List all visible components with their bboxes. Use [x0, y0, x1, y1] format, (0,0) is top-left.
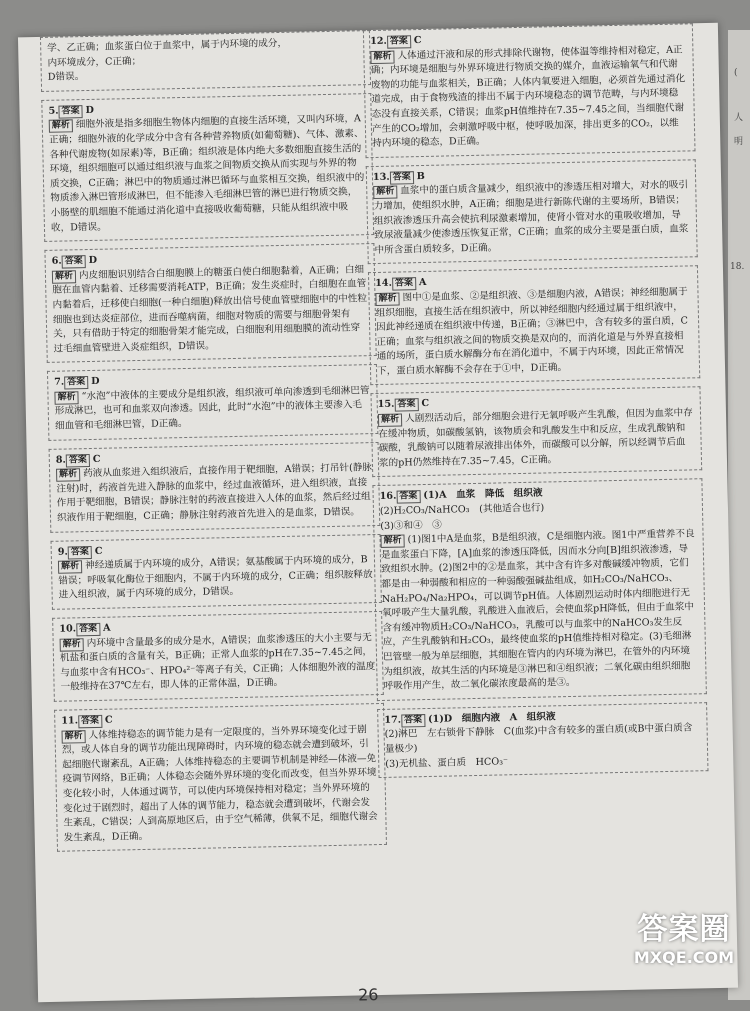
edge-char: 18. — [730, 262, 745, 272]
analysis-label: 解析 — [370, 50, 394, 64]
answer-label: 答案 — [401, 714, 425, 728]
answer-value: A — [102, 622, 111, 634]
answer-block — [377, 702, 708, 778]
analysis-text: (1)图1中A是血浆，B是组织液，C是细胞内液。图1中严重营养不良是血浆蛋白下降，[A]血浆的渗透压降低，因而水分向[B]组织液渗透，导致组织水肿。(2)图2中的②是血浆，其中含有许多对酸碱缓冲物质，它们都是由一种弱酸和相应的一种弱酸强碱盐组成，如H₂CO₃/NaHCO₃、NaH₂PO₄/Na₂HPO₄，可以调节pH值。人体剧烈运动时体内细胞进行无氧呼吸产生大量乳酸，乳酸进入血液后，会使血浆pH降低，但由于血浆中含有缓冲物质H₂CO₃/NaHCO₃，乳酸可以与血浆中的NaHCO₃发生反应，产生乳酸钠和H₂CO₃，最终使血浆的pH值维持相对稳定。(3)毛细淋巴管壁一般为单层细胞，其细胞在管内的内环境为淋巴，在管外的内环境为组织液，故其生活的内环境是③淋巴和④组织液；二氧化碳由组织细胞呼吸作用产生，故二氧化碳浓度最高的是③。 — [380, 528, 695, 693]
analysis-paragraph — [375, 285, 693, 379]
answer-label: 答案 — [68, 546, 92, 560]
analysis-text: 人剧烈活动后，部分细胞会进行无氧呼吸产生乳酸，但因为血浆中存在缓冲物质，如碳酸氢钠，该物质会和乳酸发生中和反应，生成乳酸钠和碳酸，乳酸钠可以随着尿液排出体外，而碳酸可以分解，所以经调节后血浆的pH仍然维持在7.35~7.45，C正确。 — [378, 407, 693, 469]
answer-block — [51, 534, 382, 610]
analysis-text: 内皮细胞识别结合白细胞膜上的糖蛋白使白细胞黏着，A正确；白细胞在血管内黏着、迁移需要消耗ATP，B正确；发生炎症时，白细胞在血管内黏着后，迁移使白细胞(一种白细胞)释放出信号使血管壁细胞中的中性粒细胞也到达炎症部位，进而吞噬病菌，细胞对物质的需要与细胞骨架有关，只有借助于特定的细胞骨架才能完成，白细胞利用细胞膜的流动性穿过毛细血管壁进入炎症组织，D错误。 — [52, 263, 368, 355]
answer-value: (1)D 细胞内液 A 组织液 — [427, 711, 556, 725]
analysis-label: 解析 — [375, 292, 399, 306]
analysis-label: 解析 — [378, 414, 402, 428]
answer-label: 答案 — [66, 454, 90, 468]
text-line: 内环境成分，C正确； — [47, 55, 142, 69]
edge-char: 明 — [734, 137, 744, 147]
left-column — [40, 30, 387, 860]
question-number: 12. — [370, 35, 387, 48]
question-number: 5. — [48, 105, 59, 117]
question-number: 9. — [57, 546, 68, 558]
analysis-paragraph — [54, 384, 371, 434]
watermark-logo — [624, 904, 744, 994]
analysis-label: 解析 — [56, 468, 80, 482]
analysis-label: 解析 — [58, 560, 82, 574]
analysis-label: 解析 — [49, 120, 73, 134]
answer-label: 答案 — [64, 376, 88, 390]
analysis-paragraph — [56, 461, 373, 526]
answer-label: 答案 — [62, 255, 86, 269]
answer-line: (3)③和④ ③ — [380, 519, 442, 532]
analysis-paragraph — [52, 263, 370, 357]
question-number: 8. — [55, 454, 66, 466]
answer-block — [363, 23, 696, 158]
answer-block — [41, 93, 374, 242]
analysis-label: 解析 — [54, 391, 78, 405]
answer-block — [54, 703, 387, 852]
analysis-text: 内环境中含量最多的成分是水，A错误；血浆渗透压的大小主要与无机盐和蛋白质的含量有关，B正确；正常人血浆的pH在7.35~7.45之间，与血浆中含有HCO₃⁻、HPO₄²⁻等离子有关，C正确；人体细胞外液的温度一般维持在37℃左右，即人体的正常体温，D正确。 — [59, 631, 376, 694]
answer-block — [371, 387, 703, 478]
analysis-label: 解析 — [380, 535, 404, 549]
analysis-label: 解析 — [60, 638, 84, 652]
answer-label: 答案 — [392, 277, 416, 291]
answer-line: (2)淋巴 左右锁骨下静脉 C(血浆)中含有较多的蛋白质(或B中蛋白质含量极少) — [384, 722, 693, 755]
answer-label: 答案 — [390, 171, 414, 185]
answer-line: (3)无机盐、蛋白质 HCO₃⁻ — [385, 755, 509, 770]
analysis-paragraph — [378, 406, 695, 471]
answer-page — [18, 23, 738, 1005]
answer-block — [47, 364, 378, 440]
answer-block — [44, 243, 376, 363]
answer-value: A — [418, 277, 427, 289]
analysis-paragraph — [49, 113, 367, 236]
analysis-text: 图中①是血浆、②是组织液、③是细胞内液，A错误；神经细胞属于组织细胞，直接生活在组织液中，所以神经细胞内经通过属于组织液中，因此神经递质在组织液中传递，B正确；③淋巴中，含有较多的蛋白质，C正确；血浆与组织液之间的物质交换是双向的，而消化道是与外界直接相通的场所，蛋白质水解酶分布在消化道中，不属于内环境，因此正常情况下，蛋白质水解酶不会存在于①中，D正确。 — [375, 286, 688, 377]
watermark-text: 答案圈 — [637, 912, 731, 947]
analysis-text: 细胞外液是指多细胞生物体内细胞的直接生活环境，又叫内环境，A正确；细胞外液的化学成分中含有各种营养物质(如葡萄糖)、气体、激素、各种代谢废物(如尿素)等，B正确；组织液是体内绝大多数细胞直接生活的环境，组织细胞可以通过组织液与血浆之间物质交换从而实现与外界的物质交换，C正确；淋巴中的物质通过淋巴循环与血浆相互交换，组织液中的物质渗入淋巴管形成淋巴，但不能渗入毛细淋巴管的淋巴进行物质交换，小肠壁的肌细胞不能通过消化道中直接吸收葡萄糖，只能从组织液中吸收，D错误。 — [49, 113, 365, 234]
answer-label: 答案 — [396, 491, 420, 505]
answer-block — [40, 30, 371, 92]
answer-block — [372, 479, 706, 701]
text-line: 学、乙正确；血浆蛋白位于血浆中，属于内环境的成分， — [47, 37, 288, 54]
answer-block — [368, 266, 700, 386]
question-number: 10. — [59, 623, 77, 635]
answer-value: C — [421, 398, 430, 410]
right-column — [363, 23, 709, 786]
edge-char: ( — [734, 68, 738, 78]
answer-block — [49, 442, 381, 533]
analysis-label: 解析 — [52, 270, 76, 284]
question-number: 6. — [51, 255, 62, 267]
answer-block — [366, 159, 698, 264]
analysis-paragraph — [58, 553, 375, 603]
answer-line: (2)H₂CO₃/NaHCO₃ (其他适合也行) — [379, 502, 545, 517]
analysis-text: 人体通过汗液和尿的形式排除代谢物，使体温等维持相对稳定，A正确；内环境是细胞与外界环境进行物质交换的媒介，血液运输氧气和代谢废物的功能与血浆相关，B正确；人体内氧要进入细胞，必须首先通过消化道完成，由于食物残渣的排出不属于内环境稳态的调节范畴，与内环境稳态没有直接关系，C错误；血浆pH值维持在7.35~7.45之间，当细胞代谢产生的CO₂增加，会刺激呼吸中枢，使呼吸加深，排出更多的CO₂，以维持内环境的稳态，D正确。 — [370, 44, 686, 150]
answer-value: D — [91, 376, 100, 388]
analysis-text: “水泡”中液体的主要成分是组织液，组织液可单向渗透到毛细淋巴管形成淋巴，也可和血浆双向渗透。因此，此时“水泡”中的液体主要渗入毛细血管和毛细淋巴管，D正确。 — [54, 385, 370, 432]
analysis-label: 解析 — [373, 186, 397, 200]
analysis-paragraph — [380, 528, 699, 695]
answer-block — [52, 611, 384, 702]
answer-label: 答案 — [387, 35, 411, 49]
answer-value: C — [92, 453, 101, 465]
question-number: 16. — [379, 491, 397, 503]
answer-value: (1)A 血浆 降低 组织液 — [423, 487, 543, 502]
answer-label: 答案 — [76, 623, 100, 637]
analysis-paragraph — [60, 631, 377, 696]
edge-char: 人 — [734, 113, 744, 123]
analysis-text: 血浆中的蛋白质含量减少，组织液中的渗透压相对增大，对水的吸引力增加，使组织水肿，A正确；细胞是进行新陈代谢的主要场所，B错误；组织液渗透压升高会使抗利尿激素增加，使肾小管对水的重吸收增加，导致尿液量减少使渗透压恢复正常，C正确；血浆的成分主要是蛋白质，血浆中所含蛋白质较多，D正确。 — [373, 179, 689, 256]
question-number: 7. — [54, 376, 65, 389]
answer-label: 答案 — [78, 715, 102, 729]
question-number: 14. — [375, 277, 393, 290]
analysis-paragraph — [61, 723, 379, 846]
analysis-text: 药液从血浆进入组织液后，直接作用于靶细胞，A错误；打吊针(静脉注射)时，药液首先进入静脉的血浆中，经过血液循环，进入组织液，直接作用于靶细胞，B错误；静脉注射的药液直接进入人体的血浆，然后经过组织液作用于靶细胞，C正确；静脉注射药液首先进入的是血浆，D错误。 — [56, 462, 373, 524]
answer-value: D — [85, 104, 94, 116]
answer-label: 答案 — [394, 399, 418, 413]
answer-value: C — [94, 545, 103, 557]
analysis-label: 解析 — [61, 730, 85, 744]
page-number: 26 — [357, 985, 379, 1005]
question-number: 11. — [61, 715, 79, 727]
watermark-url: MXQE.COM — [633, 948, 735, 967]
answer-value: C — [104, 714, 113, 726]
answer-value: C — [413, 34, 422, 47]
answer-value: B — [416, 170, 425, 182]
answer-label: 答案 — [58, 105, 82, 119]
analysis-text: 神经递质属于内环境的成分，A错误；氨基酸属于内环境的成分，B错误；呼吸氧化酶位于细胞内，不属于内环境的成分，C正确；组织胺释放进入组织液，属于内环境的成分，D错误。 — [58, 554, 373, 602]
analysis-text: 人体维持稳态的调节能力是有一定限度的，当外界环境变化过于剧烈，或人体自身的调节功能出现障碍时，内环境的稳态就会遭到破坏，引起细胞代谢紊乱，A正确；人体维持稳态的主要调节机制是神经—体液—免疫调节网络，B正确；人体稳态会随外界环境的变化而改变，但当外界环境变化较小时，人体通过调节，可以使内环境保持相对稳定；当外界环境的变化过于剧烈时，超出了人体的调节能力，稳态就会遭到破坏，代谢会发生紊乱，C错误；人到高原地区后，由于空气稀薄，供氧不足，细胞代谢会发生紊乱，D正确。 — [61, 723, 378, 844]
analysis-paragraph — [373, 179, 690, 259]
analysis-paragraph — [370, 43, 688, 152]
question-number: 13. — [372, 171, 390, 183]
text-line: D错误。 — [47, 71, 85, 84]
question-number: 15. — [377, 399, 395, 411]
answer-value: D — [88, 254, 98, 267]
question-number: 17. — [384, 714, 402, 726]
